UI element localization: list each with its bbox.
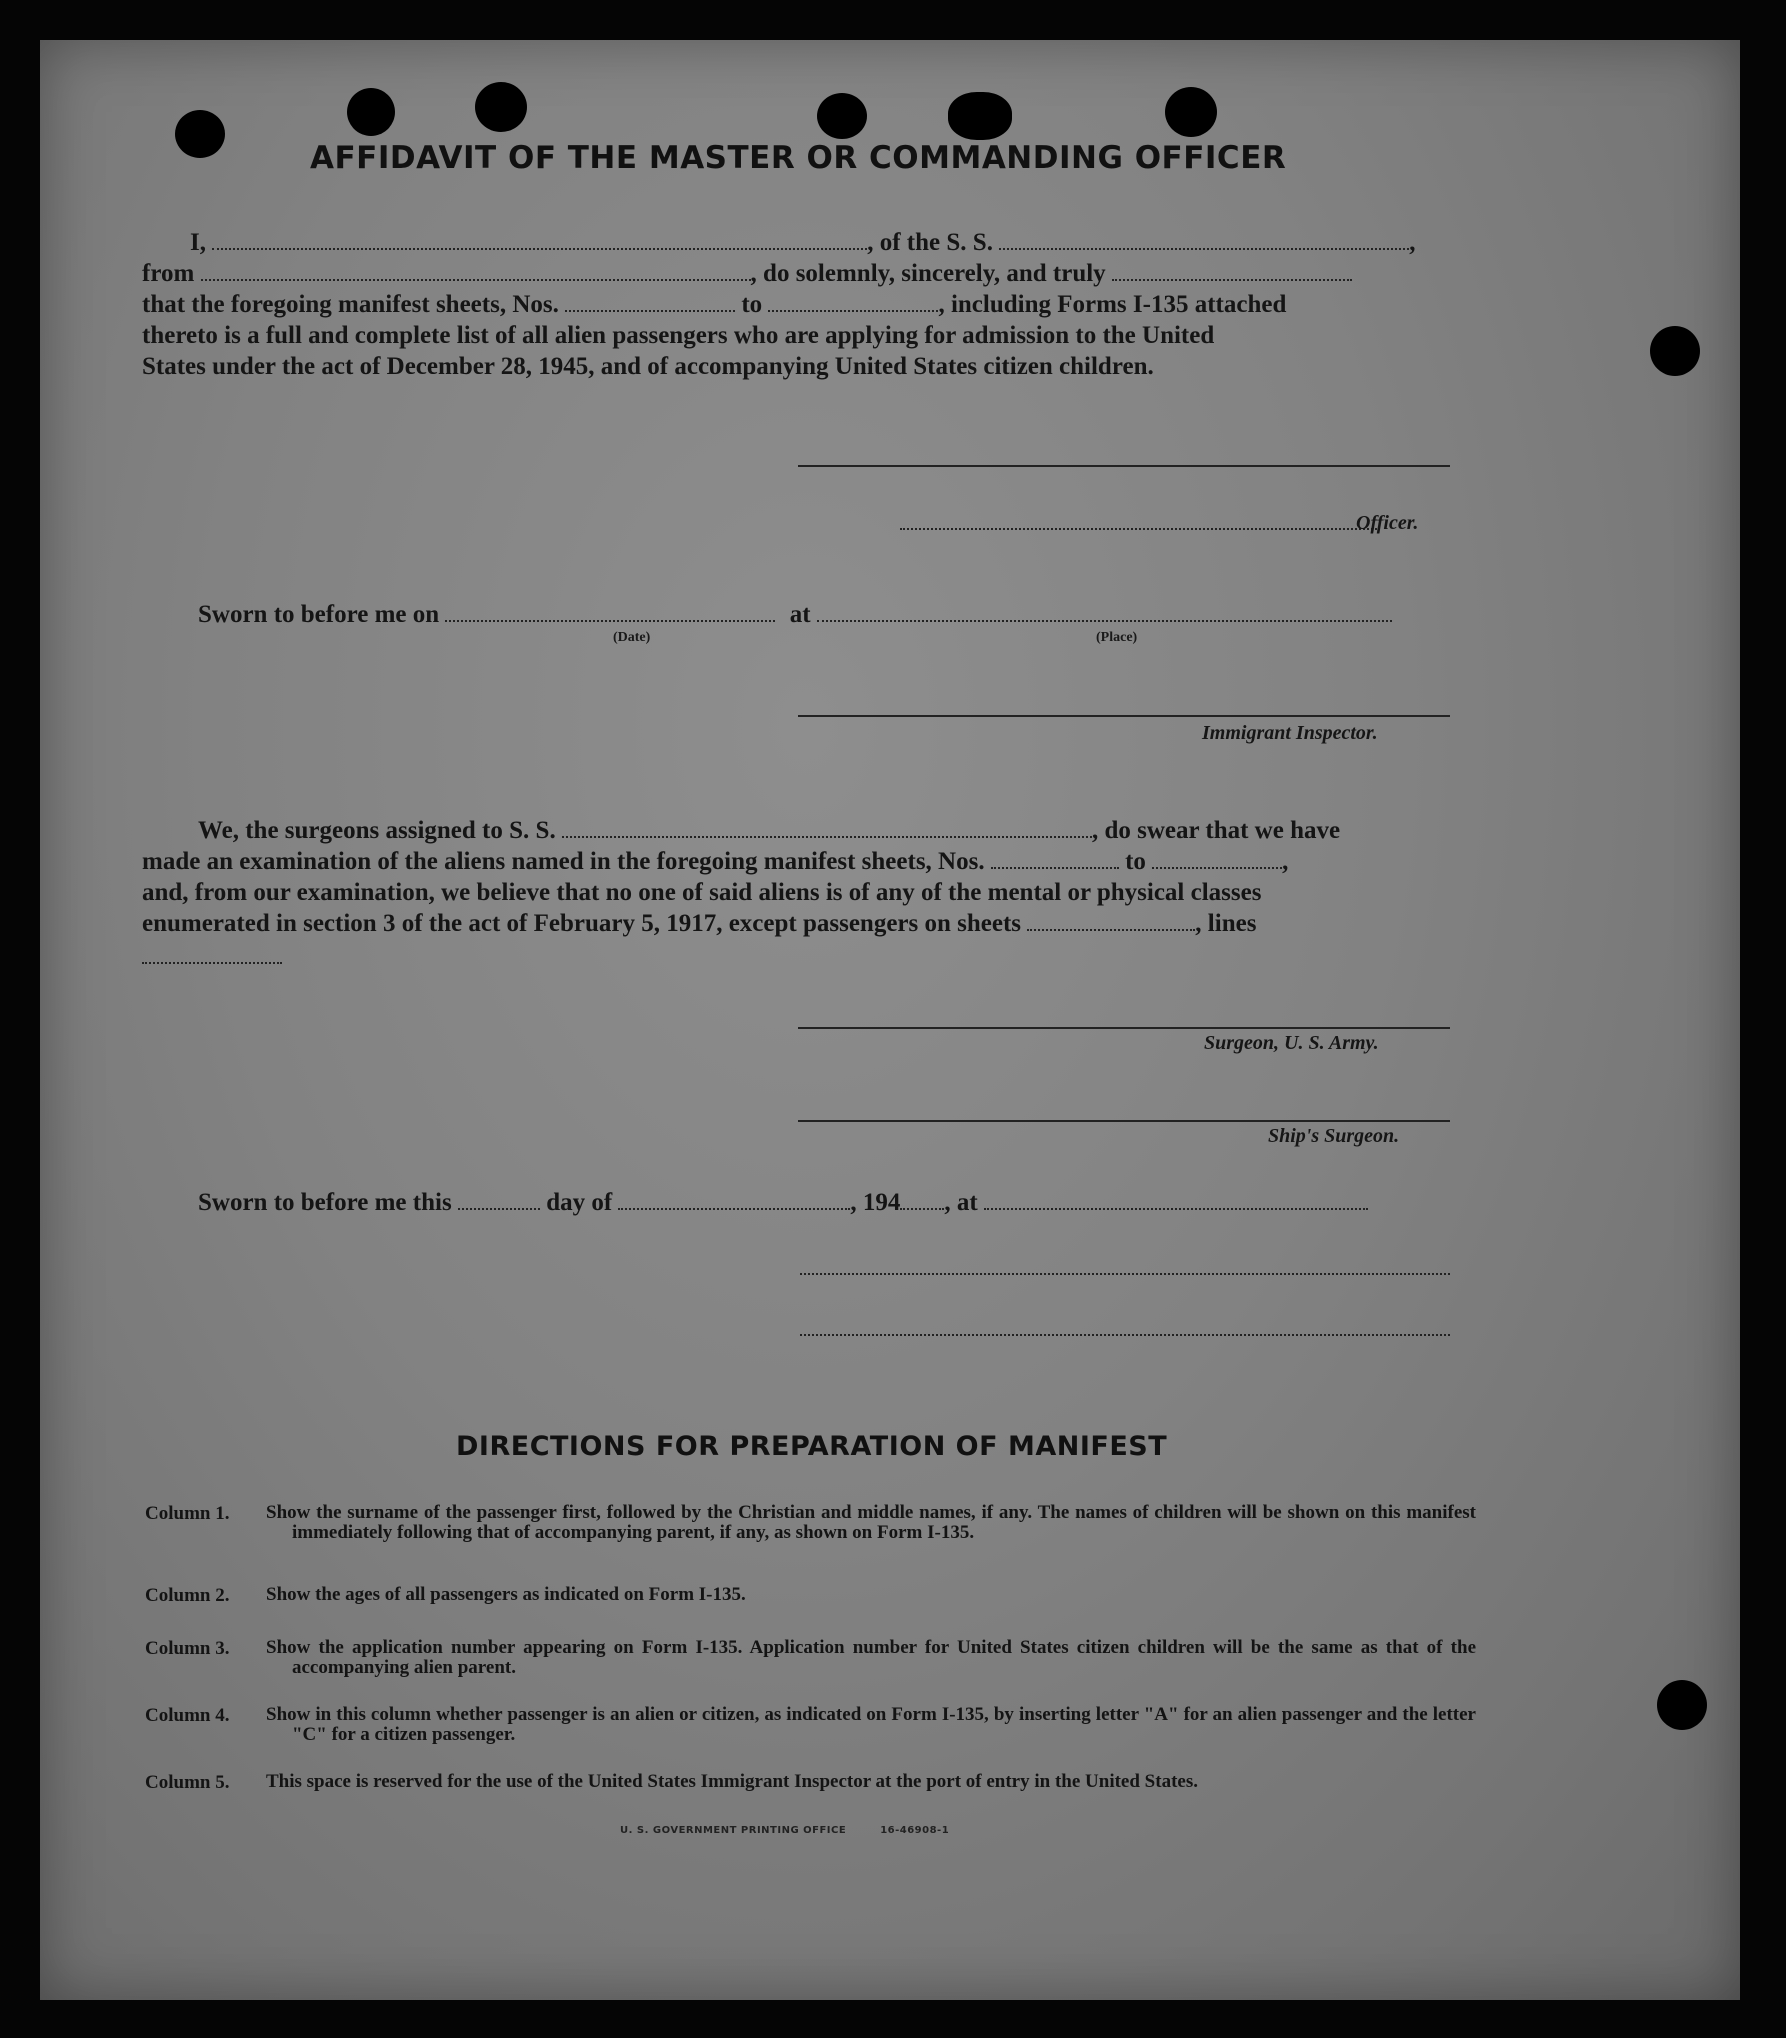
punch-hole bbox=[817, 93, 867, 139]
sworn-place-field[interactable] bbox=[817, 600, 1392, 622]
surgeons-line-4 bbox=[142, 909, 1256, 939]
inspector-signature-line[interactable] bbox=[798, 715, 1450, 717]
column-5-label: Column 5. bbox=[145, 1772, 230, 1793]
printer-footer bbox=[620, 1825, 949, 1836]
text-at: , at bbox=[944, 1189, 978, 1216]
sworn-line-1 bbox=[198, 600, 1392, 630]
directions-title: DIRECTIONS FOR PREPARATION OF MANIFEST bbox=[456, 1431, 1168, 1462]
text-day-of: day of bbox=[546, 1189, 613, 1216]
text-solemnly: , do solemnly, sincerely, and truly bbox=[750, 260, 1106, 287]
printer-name: U. S. GOVERNMENT PRINTING OFFICE bbox=[620, 1825, 847, 1836]
surgeons-sheet-to-field[interactable] bbox=[1152, 847, 1282, 869]
inspector-label: Immigrant Inspector. bbox=[1202, 722, 1378, 744]
name-field[interactable] bbox=[212, 228, 867, 250]
affidavit-line-4: thereto is a full and complete list of all alien passengers who are applying for admission to the United bbox=[142, 322, 1215, 349]
surgeons-line-2 bbox=[142, 847, 1288, 877]
text-including: , including Forms I-135 attached bbox=[938, 291, 1287, 318]
text-lines: , lines bbox=[1195, 910, 1257, 937]
text-at: at bbox=[789, 601, 811, 628]
text-year: , 194 bbox=[850, 1189, 901, 1216]
place-caption: (Place) bbox=[1096, 630, 1138, 645]
surgeons-sheet-from-field[interactable] bbox=[991, 847, 1119, 869]
affidavit-line-3 bbox=[142, 290, 1286, 320]
text-manifest-nos: that the foregoing manifest sheets, Nos. bbox=[142, 291, 559, 318]
year-digit-field[interactable] bbox=[900, 1188, 944, 1210]
officer-title-line[interactable] bbox=[900, 528, 1380, 530]
month-field[interactable] bbox=[618, 1188, 850, 1210]
text-to: to bbox=[1125, 848, 1146, 875]
second-signature-line[interactable] bbox=[800, 1273, 1450, 1275]
column-3-label: Column 3. bbox=[145, 1638, 230, 1659]
except-lines-field[interactable] bbox=[142, 962, 282, 964]
ship-surgeon-signature-line[interactable] bbox=[798, 1120, 1450, 1122]
punch-hole bbox=[175, 110, 225, 158]
day-field[interactable] bbox=[458, 1188, 540, 1210]
punch-hole bbox=[475, 82, 527, 132]
column-5-text: This space is reserved for the use of the United States Immigrant Inspector at the port of entry in the United States. bbox=[266, 1771, 1198, 1792]
column-2-label: Column 2. bbox=[145, 1585, 230, 1606]
except-sheets-field[interactable] bbox=[1027, 909, 1195, 931]
sheet-to-field[interactable] bbox=[768, 290, 938, 312]
army-surgeon-signature-line[interactable] bbox=[798, 1027, 1450, 1029]
officer-label: Officer. bbox=[1356, 512, 1419, 534]
comma: , bbox=[1282, 848, 1289, 875]
punch-hole bbox=[1165, 87, 1217, 137]
from-port-field[interactable] bbox=[201, 259, 751, 281]
text-surgeons-assigned: We, the surgeons assigned to S. S. bbox=[198, 817, 556, 844]
ship-surgeon-label: Ship's Surgeon. bbox=[1268, 1125, 1400, 1147]
form-code: 16-46908-1 bbox=[880, 1825, 950, 1836]
master-signature-line[interactable] bbox=[798, 465, 1450, 467]
surgeons-ship-field[interactable] bbox=[562, 816, 1092, 838]
text-of-ss: , of the S. S. bbox=[867, 229, 993, 256]
form-page bbox=[40, 40, 1740, 2000]
ship-name-field[interactable] bbox=[999, 228, 1409, 250]
punch-hole bbox=[1650, 326, 1700, 376]
affidavit-line-1 bbox=[190, 228, 1415, 258]
text-to: to bbox=[741, 291, 763, 318]
column-4-label: Column 4. bbox=[145, 1705, 230, 1726]
date-caption: (Date) bbox=[613, 630, 651, 645]
surgeons-line-1 bbox=[198, 816, 1340, 846]
army-surgeon-label: Surgeon, U. S. Army. bbox=[1204, 1032, 1379, 1054]
comma: , bbox=[1409, 229, 1416, 256]
affidavit-line-5: States under the act of December 28, 1945, and of accompanying United States citizen children. bbox=[142, 353, 1154, 380]
punch-hole bbox=[948, 92, 1012, 140]
text-enumerated: enumerated in section 3 of the act of February 5, 1917, except passengers on sheets bbox=[142, 910, 1022, 937]
punch-hole bbox=[1657, 1680, 1707, 1730]
sworn-place-field-2[interactable] bbox=[984, 1188, 1368, 1210]
text-from: from bbox=[142, 260, 195, 287]
text-sworn-on: Sworn to before me on bbox=[198, 601, 440, 628]
column-1-label: Column 1. bbox=[145, 1503, 230, 1524]
sheet-from-field[interactable] bbox=[565, 290, 735, 312]
sworn-date-field[interactable] bbox=[445, 600, 775, 622]
column-4-text: Show in this column whether passenger is an alien or citizen, as indicated on Form I-135, by inserting letter "A" for an alien passenger and the letter "C" for a citizen passenger. bbox=[266, 1704, 1476, 1745]
text-do-swear: , do swear that we have bbox=[1091, 817, 1341, 844]
surgeons-line-3: and, from our examination, we believe that no one of said aliens is of any of the mental or physical classes bbox=[142, 879, 1262, 906]
second-title-line[interactable] bbox=[800, 1334, 1450, 1336]
affidavit-title: AFFIDAVIT OF THE MASTER OR COMMANDING OFFICER bbox=[310, 140, 1287, 176]
text-i: I, bbox=[190, 229, 206, 256]
punch-hole bbox=[347, 88, 395, 136]
text-sworn-this: Sworn to before me this bbox=[198, 1189, 452, 1216]
affidavit-line-2 bbox=[142, 259, 1352, 289]
sworn-line-2 bbox=[198, 1188, 1368, 1218]
declaration-field[interactable] bbox=[1112, 259, 1352, 281]
column-2-text: Show the ages of all passengers as indicated on Form I-135. bbox=[266, 1584, 746, 1605]
text-examination: made an examination of the aliens named in the foregoing manifest sheets, Nos. bbox=[142, 848, 985, 875]
column-3-text: Show the application number appearing on Form I-135. Application number for United States citizen children will be the same as that of the accompanying alien parent. bbox=[266, 1637, 1476, 1678]
column-1-text: Show the surname of the passenger first, followed by the Christian and middle names, if any. The names of children will be shown on this manifest immediately following that of accompanying parent, if any, as shown on Form I-135. bbox=[266, 1502, 1476, 1543]
